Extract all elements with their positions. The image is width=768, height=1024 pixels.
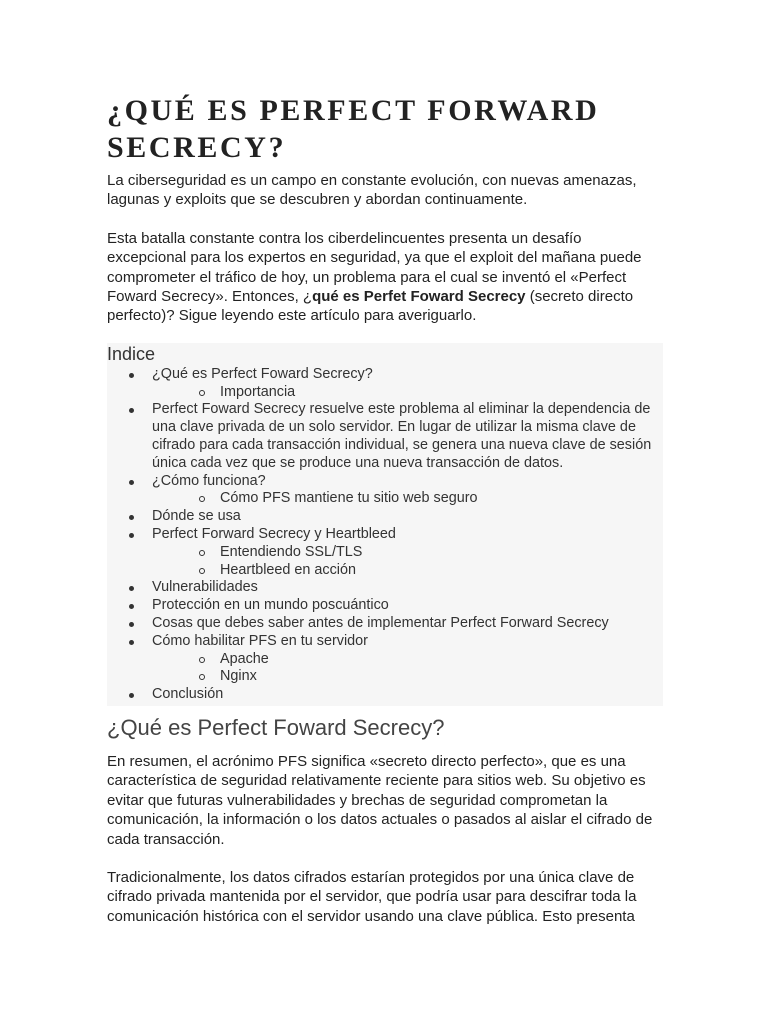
toc-item-label[interactable]: Vulnerabilidades [152,579,258,596]
bullet-icon [129,586,134,591]
toc-subitem[interactable] [107,668,663,686]
bullet-icon [129,604,134,609]
toc-subitem-label[interactable]: Cómo PFS mantiene tu sitio web seguro [220,490,478,507]
bullet-icon [129,693,134,698]
circle-bullet-icon [199,550,205,556]
toc-subitem[interactable] [107,651,663,669]
intro-bold-phrase: qué es Perfet Foward Secrecy [312,288,526,306]
bullet-icon [129,408,134,413]
bullet-icon [129,480,134,485]
toc-item[interactable] [107,633,663,686]
toc-item-label[interactable]: Cosas que debes saber antes de implementar Perfect Forward Secrecy [152,615,609,631]
toc-subitem[interactable] [107,490,663,508]
section-paragraph-2: Tradicionalmente, los datos cifrados estarían protegidos por una única clave de cifrado privada mantenida por el servidor, que podría usar para descifrar toda la comunicación histórica con el servidor usando una clave pública. Esto presenta [107,869,637,925]
toc-subitem-label[interactable]: Importancia [220,383,296,400]
toc-list [107,366,663,704]
toc-subitem[interactable] [107,544,663,562]
toc-subitem[interactable] [107,384,663,402]
toc-item[interactable] [107,579,663,597]
toc-item[interactable] [107,686,663,704]
bullet-icon [129,533,134,538]
toc-item-label[interactable]: ¿Qué es Perfect Foward Secrecy? [152,365,373,382]
bullet-icon [129,640,134,645]
toc-item-label[interactable]: Protección en un mundo poscuántico [152,597,389,614]
circle-bullet-icon [199,390,205,396]
bullet-icon [129,622,134,627]
toc-item[interactable] [107,366,663,402]
toc-subitem-label[interactable]: Nginx [220,668,257,685]
toc-item[interactable] [107,597,663,615]
circle-bullet-icon [199,496,205,502]
toc-sublist [152,651,663,687]
bullet-icon [129,515,134,520]
toc-subitem[interactable] [107,562,663,580]
toc-item[interactable] [107,526,663,579]
section-title: ¿Qué es Perfect Foward Secrecy? [107,714,445,740]
toc-item-label[interactable]: Conclusión [152,686,224,703]
toc-subitem-label[interactable]: Apache [220,650,269,667]
toc-sublist [152,384,663,402]
page-title: ¿QUÉ ES PERFECT FORWARD SECRECY? [107,94,600,164]
intro-text-before: Esta batalla constante contra los ciberdelincuentes presenta un desafío excepcional para los expertos en seguridad, ya que el exploit del mañana puede comprometer el tráfico de hoy, un problema para el cual se inventó el «Perfect Foward Secrecy». Entonces, ¿ [107,229,642,306]
toc-sublist [152,490,663,508]
circle-bullet-icon [199,674,205,680]
toc-item[interactable] [107,508,663,526]
intro-paragraph-1: La ciberseguridad es un campo en constante evolución, con nuevas amenazas, lagunas y exploits que se descubren y abordan continuamente. [107,172,637,209]
toc-title: Indice [107,343,156,364]
toc-item-label[interactable]: Perfect Foward Secrecy resuelve este problema al eliminar la dependencia de una clave privada de un solo servidor. En lugar de utilizar la misma clave de cifrado para cada transacción individual, se genera una nueva clave de sesión única cada vez que se produce una nueva transacción de datos. [152,401,652,471]
toc-item-label[interactable]: Perfect Forward Secrecy y Heartbleed [152,526,396,543]
section-paragraph-1: En resumen, el acrónimo PFS significa «secreto directo perfecto», que es una característica de seguridad relativamente reciente para sitios web. Su objetivo es evitar que futuras vulnerabilidades y brechas de seguridad comprometan la comunicación, la información o los datos actuales o pasados al aislar el cifrado de cada transacción. [107,752,653,848]
intro-text-after: (secreto directo perfecto)? Sigue leyendo este artículo para averiguarlo. [107,288,634,325]
table-of-contents [107,343,663,706]
toc-item[interactable] [107,401,663,472]
circle-bullet-icon [199,568,205,574]
bullet-icon [129,373,134,378]
document-page [107,92,663,926]
toc-subitem-label[interactable]: Entendiendo SSL/TLS [220,543,363,560]
toc-item-label[interactable]: ¿Cómo funciona? [152,472,266,489]
toc-item-label[interactable]: Dónde se usa [152,508,241,525]
toc-subitem-label[interactable]: Heartbleed en acción [220,561,357,578]
toc-sublist [152,544,663,580]
toc-item-label[interactable]: Cómo habilitar PFS en tu servidor [152,632,368,649]
toc-item[interactable] [107,615,663,633]
intro-paragraph-2 [107,229,663,326]
toc-item[interactable] [107,473,663,509]
circle-bullet-icon [199,657,205,663]
